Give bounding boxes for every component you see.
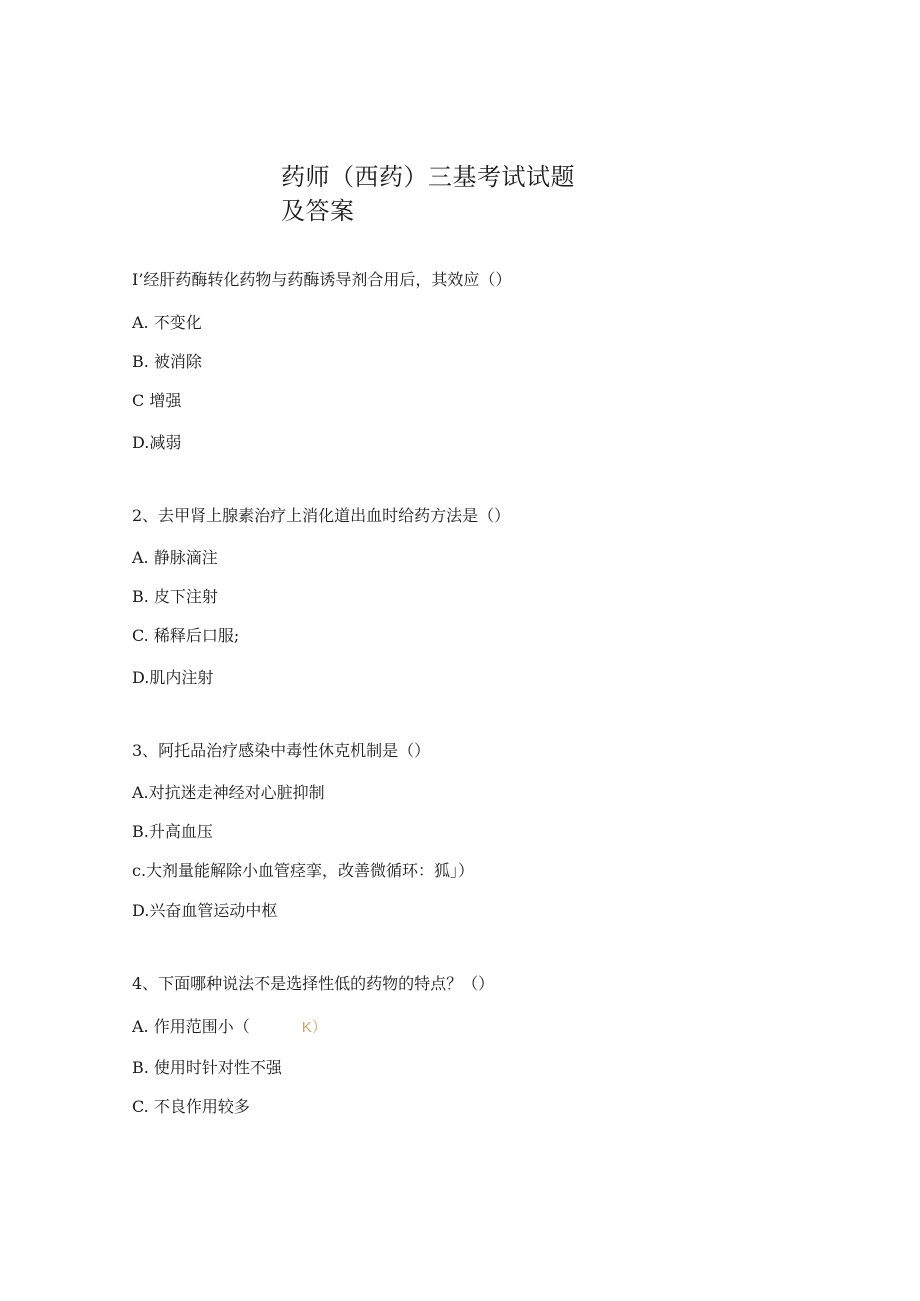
question-3-stem: 3、阿托品治疗感染中毒性休克机制是（）	[132, 741, 431, 760]
question-2-option-d: D.肌内注射	[132, 668, 214, 687]
title-line-1: 药师（西药）三基考试试题	[281, 163, 575, 191]
question-4-option-a-mark: K）	[301, 1019, 327, 1036]
question-1-option-b: B. 被消除	[132, 352, 202, 371]
question-1-option-d: D.减弱	[132, 433, 182, 452]
question-4-stem: 4、下面哪种说法不是选择性低的药物的特点？（）	[132, 974, 495, 993]
question-3-option-d: D.兴奋血管运动中枢	[132, 901, 278, 920]
question-3-option-b: B.升高血压	[132, 822, 213, 841]
question-2-option-b: B. 皮下注射	[132, 587, 218, 606]
question-2-option-a: A. 静脉滴注	[132, 548, 218, 567]
question-1-option-c: C 增强	[132, 391, 182, 410]
question-1-option-a: A. 不变化	[132, 313, 202, 332]
question-1-stem: I’经肝药酶转化药物与药酶诱导剂合用后，其效应（）	[132, 270, 512, 289]
question-2-option-c: C. 稀释后口服;	[132, 626, 240, 645]
question-4-option-a-text: A. 作用范围小（	[132, 1017, 250, 1036]
question-3-option-a: A.对抗迷走神经对心脏抑制	[132, 783, 325, 802]
question-4-option-b: B. 使用时针对性不强	[132, 1058, 282, 1077]
title-line-2: 及答案	[281, 197, 355, 225]
question-2-stem: 2、去甲肾上腺素治疗上消化道出血时给药方法是（）	[132, 506, 511, 525]
question-4-option-c: C. 不良作用较多	[132, 1097, 250, 1116]
question-3-option-c: c.大剂量能解除小血管痉挛，改善微循环：狐」）	[132, 861, 475, 880]
document-title	[281, 160, 581, 228]
question-4-option-a	[132, 1016, 327, 1039]
